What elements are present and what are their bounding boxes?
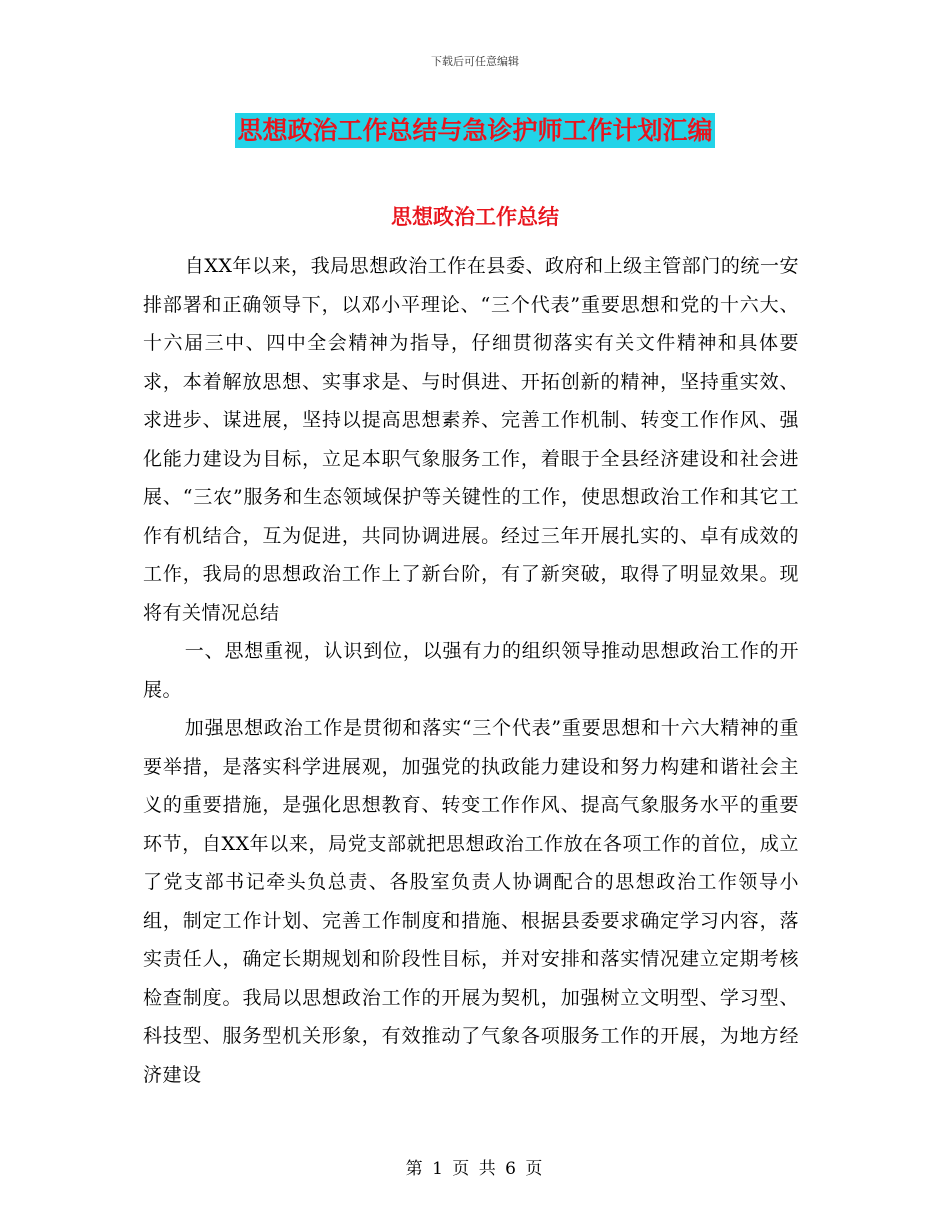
document-title-text: 思想政治工作总结与急诊护师工作计划汇编	[235, 113, 714, 148]
body-text	[143, 247, 799, 1094]
section-title: 思想政治工作总结	[391, 205, 559, 229]
header-note: 下载后可任意编辑	[431, 55, 519, 68]
paragraph: 加强思想政治工作是贯彻和落实“三个代表”重要思想和十六大精神的重要举措，是落实科学进展观，加强党的执政能力建设和努力构建和谐社会主义的重要措施，是强化思想教育、转变工作作风、提高气象服务水平的重要环节，自XX年以来，局党支部就把思想政治工作放在各项工作的首位，成立了党支部书记牵头负总责、各股室负责人协调配合的思想政治工作领导小组，制定工作计划、完善工作制度和措施、根据县委要求确定学习内容，落实责任人，确定长期规划和阶段性目标，并对安排和落实情况建立定期考核检查制度。我局以思想政治工作的开展为契机，加强树立文明型、学习型、科技型、服务型机关形象，有效推动了气象各项服务工作的开展，为地方经济建设	[143, 717, 799, 1086]
paragraph: 自XX年以来，我局思想政治工作在县委、政府和上级主管部门的统一安排部署和正确领导下，以邓小平理论、“三个代表”重要思想和党的十六大、十六届三中、四中全会精神为指导，仔细贯彻落实有关文件精神和具体要求，本着解放思想、实事求是、与时俱进、开拓创新的精神，坚持重实效、求进步、谋进展，坚持以提高思想素养、完善工作机制、转变工作作风、强化能力建设为目标，立足本职气象服务工作，着眼于全县经济建设和社会进展、“三农”服务和生态领域保护等关键性的工作，使思想政治工作和其它工作有机结合，互为促进，共同协调进展。经过三年开展扎实的、卓有成效的工作，我局的思想政治工作上了新台阶，有了新突破，取得了明显效果。现将有关情况总结	[143, 255, 799, 624]
page-footer: 第 1 页 共 6 页	[405, 1159, 545, 1179]
document-title	[0, 112, 950, 150]
paragraph-heading: 一、思想重视，认识到位，以强有力的组织领导推动思想政治工作的开展。	[143, 640, 799, 701]
